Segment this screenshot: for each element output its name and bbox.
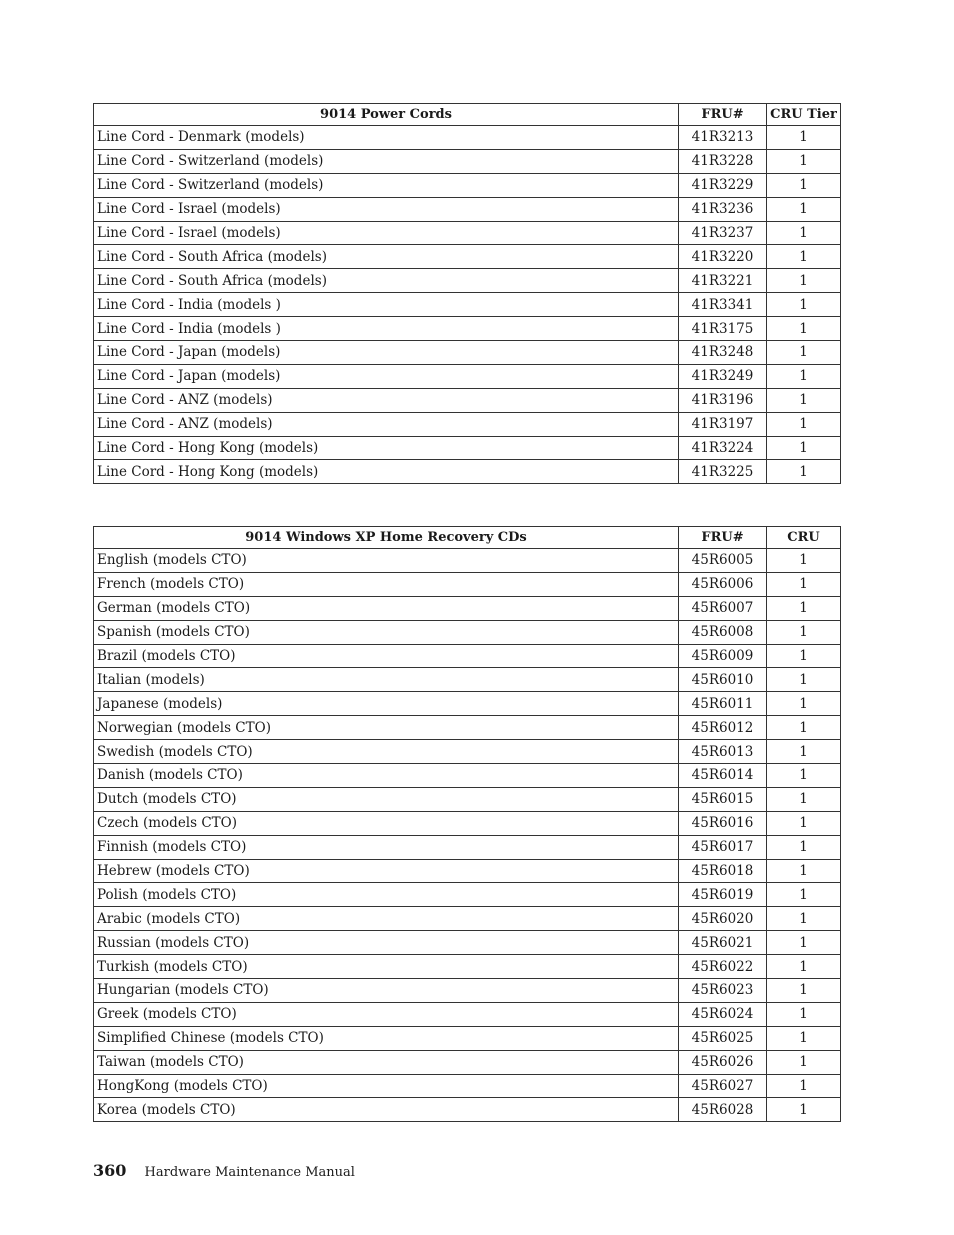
cru-tier: 1 bbox=[767, 620, 841, 644]
part-description: Line Cord - Switzerland (models) bbox=[94, 173, 679, 197]
fru-number: 45R6013 bbox=[679, 740, 767, 764]
cru-tier: 1 bbox=[767, 668, 841, 692]
fru-number: 45R6012 bbox=[679, 716, 767, 740]
cru-tier: 1 bbox=[767, 1050, 841, 1074]
table-row bbox=[94, 197, 841, 221]
part-description: Line Cord - ANZ (models) bbox=[94, 412, 679, 436]
power-cords-table bbox=[93, 103, 841, 484]
fru-number: 41R3175 bbox=[679, 317, 767, 341]
table-row bbox=[94, 811, 841, 835]
part-description: Dutch (models CTO) bbox=[94, 787, 679, 811]
part-description: HongKong (models CTO) bbox=[94, 1074, 679, 1098]
fru-number: 41R3228 bbox=[679, 149, 767, 173]
table-row bbox=[94, 388, 841, 412]
fru-number: 41R3249 bbox=[679, 364, 767, 388]
part-description: Greek (models CTO) bbox=[94, 1002, 679, 1026]
cru-tier: 1 bbox=[767, 979, 841, 1003]
fru-number: 45R6023 bbox=[679, 979, 767, 1003]
table-row bbox=[94, 979, 841, 1003]
fru-number: 41R3220 bbox=[679, 245, 767, 269]
fru-number: 45R6011 bbox=[679, 692, 767, 716]
cru-tier: 1 bbox=[767, 436, 841, 460]
part-description: Line Cord - Denmark (models) bbox=[94, 126, 679, 150]
part-description: Line Cord - Israel (models) bbox=[94, 197, 679, 221]
table-row bbox=[94, 787, 841, 811]
cru-tier: 1 bbox=[767, 883, 841, 907]
cru-tier: 1 bbox=[767, 412, 841, 436]
column-header-description: 9014 Power Cords bbox=[94, 104, 679, 126]
table-row bbox=[94, 764, 841, 788]
cru-tier: 1 bbox=[767, 149, 841, 173]
fru-number: 41R3341 bbox=[679, 293, 767, 317]
fru-number: 45R6010 bbox=[679, 668, 767, 692]
table-row bbox=[94, 126, 841, 150]
part-description: Line Cord - India (models ) bbox=[94, 293, 679, 317]
cru-tier: 1 bbox=[767, 740, 841, 764]
table-row bbox=[94, 620, 841, 644]
table-row bbox=[94, 173, 841, 197]
part-description: Line Cord - India (models ) bbox=[94, 317, 679, 341]
part-description: Russian (models CTO) bbox=[94, 931, 679, 955]
table-row bbox=[94, 317, 841, 341]
fru-number: 41R3225 bbox=[679, 460, 767, 484]
table-row bbox=[94, 149, 841, 173]
table-row bbox=[94, 907, 841, 931]
part-description: Italian (models) bbox=[94, 668, 679, 692]
table-row bbox=[94, 364, 841, 388]
cru-tier: 1 bbox=[767, 460, 841, 484]
cru-tier: 1 bbox=[767, 955, 841, 979]
part-description: Line Cord - ANZ (models) bbox=[94, 388, 679, 412]
column-header-description: 9014 Windows XP Home Recovery CDs bbox=[94, 527, 679, 549]
table-row bbox=[94, 644, 841, 668]
table-row bbox=[94, 1074, 841, 1098]
page-footer bbox=[93, 1161, 355, 1180]
part-description: Spanish (models CTO) bbox=[94, 620, 679, 644]
cru-tier: 1 bbox=[767, 388, 841, 412]
fru-number: 41R3224 bbox=[679, 436, 767, 460]
cru-tier: 1 bbox=[767, 173, 841, 197]
power-cords-table-body bbox=[94, 126, 841, 484]
cru-tier: 1 bbox=[767, 126, 841, 150]
fru-number: 45R6017 bbox=[679, 835, 767, 859]
recovery-cds-table-body bbox=[94, 549, 841, 1122]
fru-number: 45R6021 bbox=[679, 931, 767, 955]
part-description: Czech (models CTO) bbox=[94, 811, 679, 835]
cru-tier: 1 bbox=[767, 644, 841, 668]
fru-number: 45R6020 bbox=[679, 907, 767, 931]
cru-tier: 1 bbox=[767, 364, 841, 388]
part-description: Line Cord - Hong Kong (models) bbox=[94, 460, 679, 484]
part-description: Line Cord - South Africa (models) bbox=[94, 269, 679, 293]
part-description: Japanese (models) bbox=[94, 692, 679, 716]
column-header-cru: CRU bbox=[767, 527, 841, 549]
table-row bbox=[94, 1026, 841, 1050]
table-row bbox=[94, 412, 841, 436]
part-description: English (models CTO) bbox=[94, 549, 679, 573]
cru-tier: 1 bbox=[767, 811, 841, 835]
fru-number: 45R6024 bbox=[679, 1002, 767, 1026]
fru-number: 45R6008 bbox=[679, 620, 767, 644]
table-header-row bbox=[94, 527, 841, 549]
table-row bbox=[94, 740, 841, 764]
fru-number: 41R3196 bbox=[679, 388, 767, 412]
part-description: Hungarian (models CTO) bbox=[94, 979, 679, 1003]
cru-tier: 1 bbox=[767, 572, 841, 596]
fru-number: 45R6026 bbox=[679, 1050, 767, 1074]
table-row bbox=[94, 859, 841, 883]
part-description: Hebrew (models CTO) bbox=[94, 859, 679, 883]
fru-number: 41R3236 bbox=[679, 197, 767, 221]
table-row bbox=[94, 293, 841, 317]
part-description: Danish (models CTO) bbox=[94, 764, 679, 788]
cru-tier: 1 bbox=[767, 859, 841, 883]
fru-number: 45R6022 bbox=[679, 955, 767, 979]
fru-number: 41R3197 bbox=[679, 412, 767, 436]
table-row bbox=[94, 460, 841, 484]
part-description: Taiwan (models CTO) bbox=[94, 1050, 679, 1074]
cru-tier: 1 bbox=[767, 317, 841, 341]
table-row bbox=[94, 596, 841, 620]
fru-number: 45R6019 bbox=[679, 883, 767, 907]
part-description: Simplified Chinese (models CTO) bbox=[94, 1026, 679, 1050]
fru-number: 45R6016 bbox=[679, 811, 767, 835]
table-row bbox=[94, 692, 841, 716]
cru-tier: 1 bbox=[767, 549, 841, 573]
part-description: Swedish (models CTO) bbox=[94, 740, 679, 764]
cru-tier: 1 bbox=[767, 1002, 841, 1026]
part-description: Polish (models CTO) bbox=[94, 883, 679, 907]
part-description: Finnish (models CTO) bbox=[94, 835, 679, 859]
table-row bbox=[94, 549, 841, 573]
fru-number: 45R6015 bbox=[679, 787, 767, 811]
cru-tier: 1 bbox=[767, 931, 841, 955]
table-row bbox=[94, 883, 841, 907]
part-description: German (models CTO) bbox=[94, 596, 679, 620]
table-row bbox=[94, 716, 841, 740]
part-description: Line Cord - Japan (models) bbox=[94, 364, 679, 388]
cru-tier: 1 bbox=[767, 716, 841, 740]
cru-tier: 1 bbox=[767, 692, 841, 716]
table-row bbox=[94, 1050, 841, 1074]
table-row bbox=[94, 245, 841, 269]
fru-number: 45R6028 bbox=[679, 1098, 767, 1122]
cru-tier: 1 bbox=[767, 907, 841, 931]
part-description: Korea (models CTO) bbox=[94, 1098, 679, 1122]
part-description: Norwegian (models CTO) bbox=[94, 716, 679, 740]
table-row bbox=[94, 269, 841, 293]
fru-number: 45R6009 bbox=[679, 644, 767, 668]
table-row bbox=[94, 1098, 841, 1122]
part-description: Line Cord - Switzerland (models) bbox=[94, 149, 679, 173]
table-row bbox=[94, 931, 841, 955]
fru-number: 45R6014 bbox=[679, 764, 767, 788]
table-header-row bbox=[94, 104, 841, 126]
table-row bbox=[94, 436, 841, 460]
fru-number: 41R3237 bbox=[679, 221, 767, 245]
cru-tier: 1 bbox=[767, 787, 841, 811]
part-description: Line Cord - Japan (models) bbox=[94, 341, 679, 365]
cru-tier: 1 bbox=[767, 221, 841, 245]
cru-tier: 1 bbox=[767, 245, 841, 269]
fru-number: 45R6006 bbox=[679, 572, 767, 596]
fru-number: 45R6007 bbox=[679, 596, 767, 620]
fru-number: 45R6027 bbox=[679, 1074, 767, 1098]
recovery-cds-table bbox=[93, 526, 841, 1122]
fru-number: 45R6018 bbox=[679, 859, 767, 883]
table-row bbox=[94, 341, 841, 365]
cru-tier: 1 bbox=[767, 1098, 841, 1122]
table-row bbox=[94, 668, 841, 692]
fru-number: 45R6025 bbox=[679, 1026, 767, 1050]
part-description: Brazil (models CTO) bbox=[94, 644, 679, 668]
table-row bbox=[94, 1002, 841, 1026]
cru-tier: 1 bbox=[767, 764, 841, 788]
cru-tier: 1 bbox=[767, 293, 841, 317]
fru-number: 41R3221 bbox=[679, 269, 767, 293]
column-header-fru: FRU# bbox=[679, 527, 767, 549]
part-description: Arabic (models CTO) bbox=[94, 907, 679, 931]
table-row bbox=[94, 572, 841, 596]
part-description: Line Cord - Israel (models) bbox=[94, 221, 679, 245]
fru-number: 41R3229 bbox=[679, 173, 767, 197]
page-number: 360 bbox=[93, 1161, 127, 1180]
part-description: French (models CTO) bbox=[94, 572, 679, 596]
table-row bbox=[94, 955, 841, 979]
fru-number: 41R3213 bbox=[679, 126, 767, 150]
cru-tier: 1 bbox=[767, 341, 841, 365]
part-description: Line Cord - Hong Kong (models) bbox=[94, 436, 679, 460]
column-header-fru: FRU# bbox=[679, 104, 767, 126]
column-header-cru-tier: CRU Tier bbox=[767, 104, 841, 126]
part-description: Turkish (models CTO) bbox=[94, 955, 679, 979]
cru-tier: 1 bbox=[767, 1074, 841, 1098]
cru-tier: 1 bbox=[767, 269, 841, 293]
cru-tier: 1 bbox=[767, 835, 841, 859]
cru-tier: 1 bbox=[767, 1026, 841, 1050]
fru-number: 45R6005 bbox=[679, 549, 767, 573]
table-row bbox=[94, 835, 841, 859]
manual-title: Hardware Maintenance Manual bbox=[144, 1165, 355, 1180]
cru-tier: 1 bbox=[767, 596, 841, 620]
fru-number: 41R3248 bbox=[679, 341, 767, 365]
cru-tier: 1 bbox=[767, 197, 841, 221]
table-row bbox=[94, 221, 841, 245]
part-description: Line Cord - South Africa (models) bbox=[94, 245, 679, 269]
